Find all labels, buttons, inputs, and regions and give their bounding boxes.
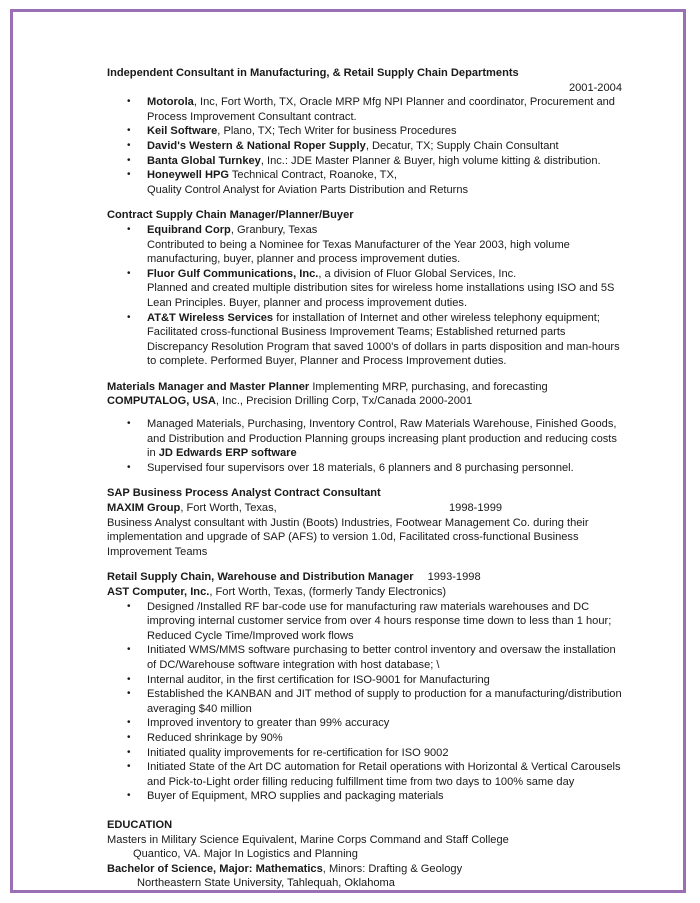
item-text: Improved inventory to greater than 99% accuracy [147,717,390,730]
list-item [107,311,632,369]
item-line [147,789,632,804]
list-item [107,267,632,311]
list-item [107,789,632,804]
date-range: 1993-1998 [427,571,481,584]
item-line [147,702,632,717]
section-retail-supply-chain [107,570,632,804]
item-line [147,168,632,183]
item-line [147,417,632,432]
item-line [147,354,632,369]
item-text: , Inc.: JDE Master Planner & Buyer, high volume kitting & distribution. [260,154,601,167]
item-company: Keil Software [147,125,218,138]
description-line: Business Analyst consultant with Justin (Boots) Industries, Footwear Management Co. during their [107,516,589,529]
item-company: AT&T Wireless Services [147,311,274,324]
item-text: of DC/Warehouse software integration with host database; \ [147,658,440,671]
list-item [107,716,632,731]
item-line [147,183,632,198]
bullet-icon: • [127,731,131,743]
bullet-list [107,417,632,475]
section-contract-supply-chain [107,208,632,369]
item-text: averaging $40 million [147,702,252,715]
list-item [107,461,632,476]
item-text: Technical Contract, Roanoke, TX, [229,169,397,182]
item-text: Contributed to being a Nominee for Texas Manufacturer of the Year 2003, high volume [147,238,570,251]
item-line [147,281,632,296]
bullet-icon: • [127,673,131,685]
item-line [147,154,632,169]
item-line [147,340,632,355]
section-education [107,818,632,891]
item-line [147,252,632,267]
section-materials-manager [107,380,632,476]
item-text: Internal auditor, in the first certification for ISO-9001 for Manufacturing [147,673,490,686]
bullet-icon: • [127,717,131,729]
item-line [147,673,632,688]
description-line: implementation and upgrade of SAP (AFS) to version 1.0d, Facilitated cross-functional Business [107,531,579,544]
item-text: and Distribution and Production Planning groups increasing plant production and reducing costs [147,432,617,445]
item-line [147,223,632,238]
bullet-icon: • [127,761,131,773]
list-item [107,417,632,461]
list-item [107,687,632,716]
bullet-icon: • [127,311,131,323]
item-line [147,110,632,125]
item-text: and Pick-to-Light order filling reducing fulfillment time from two days to 100% same day [147,775,575,788]
section-heading: Materials Manager and Master Planner Implementing MRP, purchasing, and forecasting [107,380,548,393]
item-text: Supervised four supervisors over 18 materials, 6 planners and 8 purchasing personnel. [147,461,574,474]
bullet-icon: • [127,418,131,430]
item-company: Equibrand Corp [147,223,231,236]
item-text: Reduced shrinkage by 90% [147,731,283,744]
item-text: Initiated quality improvements for re-certification for ISO 9002 [147,746,449,759]
item-line [147,687,632,702]
item-line [147,760,632,775]
education-line: Northeastern State University, Tahlequah, Oklahoma [137,877,395,890]
item-text: , a division of Fluor Global Services, Inc. [318,267,517,280]
item-text: , Inc, Fort Worth, TX, Oracle MRP Mfg NPI Planner and coordinator, Procurement and [193,96,615,109]
item-company: Fluor Gulf Communications, Inc. [147,267,319,280]
description-line: Improvement Teams [107,545,208,558]
item-text: Initiated State of the Art DC automation for Retail operations with Horizontal & Vertical Carousels [147,761,621,774]
item-text: , Plano, TX; Tech Writer for business Procedures [217,125,457,138]
section-independent-consultant [107,66,632,197]
item-line [147,311,632,326]
list-item [107,643,632,672]
bullet-list [107,95,632,197]
company-line: MAXIM Group, Fort Worth, Texas, 1998-1999 [107,502,503,515]
list-item [107,760,632,789]
item-text: Process Improvement Consultant contract. [147,110,357,123]
section-heading: Contract Supply Chain Manager/Planner/Buyer [107,209,354,222]
item-company: Motorola [147,96,194,109]
item-text: Lean Principles. Buyer, planner and process improvement duties. [147,296,468,309]
bullet-list [107,600,632,804]
item-text: Quality Control Analyst for Aviation Parts Distribution and Returns [147,183,469,196]
bullet-icon: • [127,154,131,166]
item-line [147,139,632,154]
company-line: COMPUTALOG, USA, Inc., Precision Drilling Corp, Tx/Canada 2000-2001 [107,395,473,408]
item-line [147,446,632,461]
item-line [147,775,632,790]
item-line [147,716,632,731]
bullet-icon: • [127,790,131,802]
list-item [107,139,632,154]
resume-document [107,66,632,902]
sap-description [107,516,632,560]
list-item [107,746,632,761]
item-line [147,267,632,282]
list-item [107,673,632,688]
item-text: Designed /Installed RF bar-code use for manufacturing raw materials warehouses and DC [147,600,590,613]
item-text: , Granbury, Texas [230,223,318,236]
item-text: Managed Materials, Purchasing, Inventory Control, Raw Materials Warehouse, Finished Goods, [147,418,617,431]
item-text: for installation of Internet and other wireless telephony equipment; [273,311,600,324]
company-line: AST Computer, Inc., Fort Worth, Texas, (formerly Tandy Electronics) [107,586,447,598]
item-line [147,432,632,447]
list-item [107,95,632,124]
bullet-list [107,223,632,369]
item-text: Discrepancy Resolution Program that saved 1000's of dollars in parts disposition and man-hours [147,340,620,353]
list-item [107,124,632,139]
item-line [147,746,632,761]
date-range: 2001-2004 [568,81,622,94]
item-line [147,95,632,110]
bullet-icon: • [127,644,131,656]
section-heading: EDUCATION [107,818,173,831]
item-line [147,643,632,658]
item-text: Reduced Cycle Time/Improved work flows [147,629,354,642]
item-highlight: JD Edwards ERP software [158,447,297,460]
education-line: Masters in Military Science Equivalent, Marine Corps Command and Staff College [107,833,509,846]
item-line [147,461,632,476]
date-range: 1998-1999 [449,502,503,515]
item-company: Honeywell HPG [147,169,229,182]
bullet-icon: • [127,125,131,137]
bullet-icon: • [127,746,131,758]
bullet-icon: • [127,600,131,612]
bullet-icon: • [127,688,131,700]
list-item [107,168,632,197]
bullet-icon: • [127,169,131,181]
degree-line: Bachelor of Science, Major: Mathematics, Minors: Drafting & Geology [107,862,463,875]
section-heading: SAP Business Process Analyst Contract Consultant [107,487,381,500]
item-text: manufacturing, buyer, planner and process improvement duties. [147,253,461,266]
item-line [147,325,632,340]
item-line [147,614,632,629]
item-text: Established the KANBAN and JIT method of supply to production for a manufacturing/distribution [147,688,622,701]
bullet-icon: • [127,139,131,151]
list-item [107,731,632,746]
item-text: in [147,447,159,460]
item-text: improving internal customer service from over 4 hours response time down to less than 1 hour; [147,615,612,628]
item-text: Planned and created multiple distribution sites for wireless home installations using ISO and 5S [147,282,615,295]
item-line [147,600,632,615]
item-company: Banta Global Turnkey [147,154,261,167]
list-item [107,154,632,169]
bullet-icon: • [127,223,131,235]
item-text: to complete. Performed Buyer, Planner and Process Improvement duties. [147,355,507,368]
list-item [107,600,632,644]
item-line [147,124,632,139]
item-text: Initiated WMS/MMS software purchasing to better control inventory and oversaw the installation [147,644,616,657]
list-item [107,223,632,267]
item-text: Facilitated cross-functional Business Improvement Teams; Established returned parts [147,326,566,339]
item-line [147,731,632,746]
section-heading: Retail Supply Chain, Warehouse and Distribution Manager 1993-1998 [107,571,481,584]
education-line: Quantico, VA. Major In Logistics and Planning [133,848,358,861]
bullet-icon: • [127,96,131,108]
section-sap-analyst [107,486,632,559]
item-text: , Decatur, TX; Supply Chain Consultant [365,139,559,152]
section-heading: Independent Consultant in Manufacturing, & Retail Supply Chain Departments [107,67,519,79]
item-line [147,658,632,673]
bullet-icon: • [127,461,131,473]
item-company: David's Western & National Roper Supply [147,139,366,152]
item-text: Buyer of Equipment, MRO supplies and packaging materials [147,790,444,803]
item-line [147,296,632,311]
item-line [147,629,632,644]
bullet-icon: • [127,267,131,279]
item-line [147,238,632,253]
